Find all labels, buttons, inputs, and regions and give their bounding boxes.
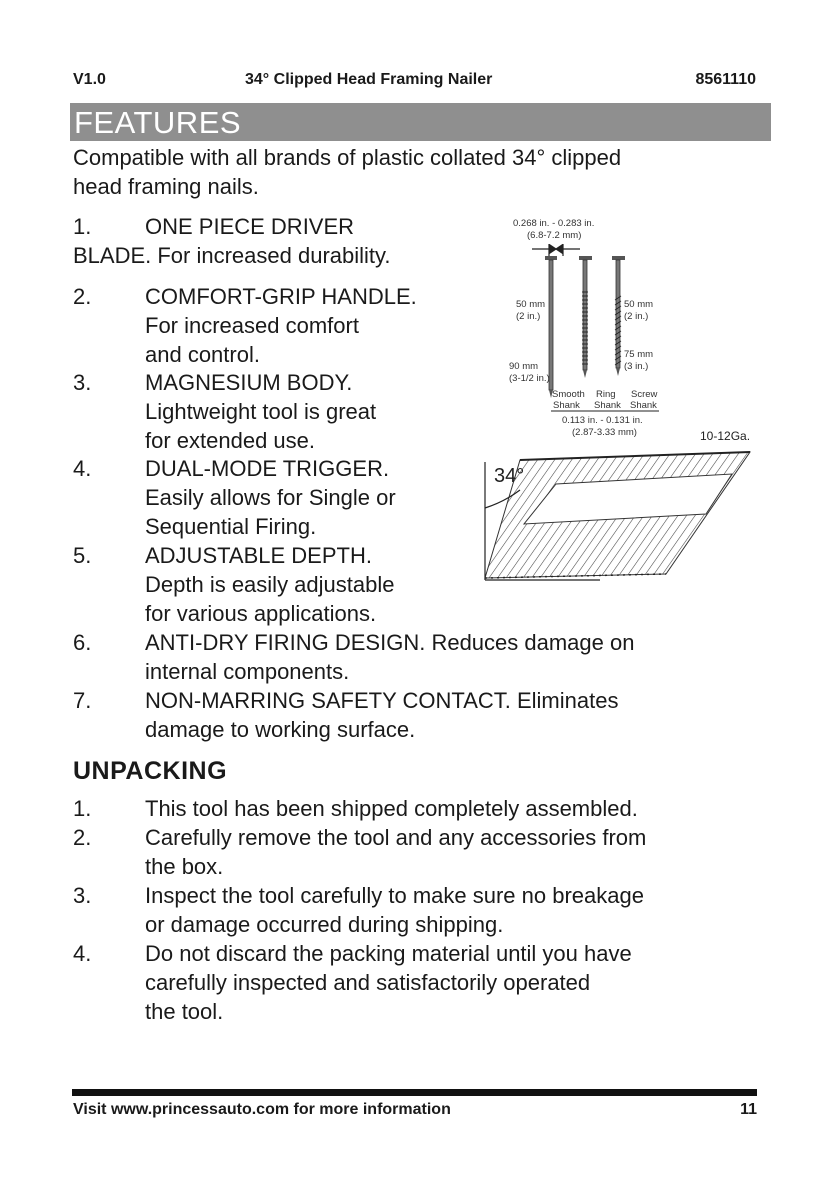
shank-ring-1: Ring — [596, 389, 616, 400]
len-50-right-in: (2 in.) — [624, 311, 649, 322]
item-line: Carefully remove the tool and any accessories from — [145, 825, 647, 850]
len-90-in: (3-1/2 in.) — [509, 373, 550, 384]
features-heading: FEATURES — [74, 105, 242, 140]
len-50-right-mm: 50 mm — [624, 299, 654, 310]
ring-shank-nail — [579, 256, 592, 378]
item-text — [145, 794, 638, 823]
item-line: and control. — [145, 342, 260, 367]
footer-rule — [72, 1089, 757, 1096]
item-text: ONE PIECE DRIVER — [145, 214, 355, 239]
nail-diagram — [480, 212, 770, 590]
item-line: Easily allows for Single or — [145, 485, 396, 510]
gauge-label: 10-12Ga. — [700, 429, 751, 443]
item-text — [145, 368, 376, 455]
item-number: 3. — [73, 883, 92, 908]
item-line: the box. — [145, 854, 224, 879]
item-line: MAGNESIUM BODY. — [145, 370, 353, 395]
item-line: NON-MARRING SAFETY CONTACT. Eliminates — [145, 688, 619, 713]
item-text — [145, 939, 632, 1026]
item-line: This tool has been shipped completely assembled. — [145, 796, 638, 821]
head-dim-mm: (6.8-7.2 mm) — [527, 230, 582, 241]
item-line: carefully inspected and satisfactorily operated — [145, 970, 591, 995]
item-number: 1. — [73, 796, 92, 821]
shank-screw-1: Screw — [631, 389, 658, 400]
unpacking-heading: UNPACKING — [73, 757, 228, 785]
item-line: Lightweight tool is great — [145, 399, 377, 424]
item-text — [145, 823, 646, 881]
item-text — [145, 628, 634, 686]
item-text — [145, 454, 396, 541]
item-number: 2. — [73, 284, 92, 309]
item-line: COMFORT-GRIP HANDLE. — [145, 284, 417, 309]
item-line: or damage occurred during shipping. — [145, 912, 504, 937]
item-line: Sequential Firing. — [145, 514, 317, 539]
item-number: 5. — [73, 543, 92, 568]
footer-link-text: Visit www.princessauto.com for more information — [73, 1101, 451, 1118]
intro-line: Compatible with all brands of plastic collated 34° clipped — [73, 145, 622, 170]
item-text — [145, 881, 644, 939]
item-number: 4. — [73, 456, 92, 481]
header-title: 34° Clipped Head Framing Nailer — [245, 71, 493, 88]
head-dim-arrows — [532, 244, 580, 256]
item-line: for various applications. — [145, 601, 377, 626]
item-number: 6. — [73, 630, 92, 655]
nail-strip — [485, 452, 750, 578]
item-line: For increased comfort — [145, 313, 359, 338]
item-text — [145, 282, 417, 369]
item-line: ANTI-DRY FIRING DESIGN. Reduces damage on — [145, 630, 635, 655]
shank-smooth-2: Shank — [553, 400, 580, 411]
item-line: Do not discard the packing material until you have — [145, 941, 632, 966]
item-line: DUAL-MODE TRIGGER. — [145, 456, 390, 481]
item-line: Depth is easily adjustable — [145, 572, 395, 597]
head-dim-in: 0.268 in. - 0.283 in. — [513, 218, 595, 229]
angle-label: 34° — [494, 465, 525, 487]
len-50-left-in: (2 in.) — [516, 311, 541, 322]
item-line: Inspect the tool carefully to make sure no breakage — [145, 883, 644, 908]
shank-screw-2: Shank — [630, 400, 657, 411]
feature-item-1-line2: BLADE. For increased durability. — [73, 243, 391, 268]
item-number: 4. — [73, 941, 92, 966]
item-text — [145, 686, 618, 744]
shank-ring-2: Shank — [594, 400, 621, 411]
intro-line: head framing nails. — [73, 174, 259, 199]
page-number: 11 — [740, 1101, 757, 1118]
len-75-mm: 75 mm — [624, 349, 654, 360]
features-intro — [73, 143, 773, 201]
item-number: 2. — [73, 825, 92, 850]
features-banner — [70, 103, 771, 141]
shank-smooth-1: Smooth — [552, 389, 585, 400]
header-part-number: 8561110 — [695, 71, 756, 88]
item-text — [145, 541, 394, 628]
len-90-mm: 90 mm — [509, 361, 539, 372]
item-line: the tool. — [145, 999, 224, 1024]
len-75-in: (3 in.) — [624, 361, 649, 372]
header-version: V1.0 — [73, 71, 106, 88]
dia-mm: (2.87-3.33 mm) — [572, 427, 637, 438]
item-line: damage to working surface. — [145, 717, 416, 742]
item-line: ADJUSTABLE DEPTH. — [145, 543, 372, 568]
item-line: internal components. — [145, 659, 350, 684]
item-number: 3. — [73, 370, 92, 395]
item-line: for extended use. — [145, 428, 316, 453]
len-50-left-mm: 50 mm — [516, 299, 546, 310]
dia-in: 0.113 in. - 0.131 in. — [562, 415, 643, 426]
item-number: 1. — [73, 214, 92, 239]
item-number: 7. — [73, 688, 92, 713]
